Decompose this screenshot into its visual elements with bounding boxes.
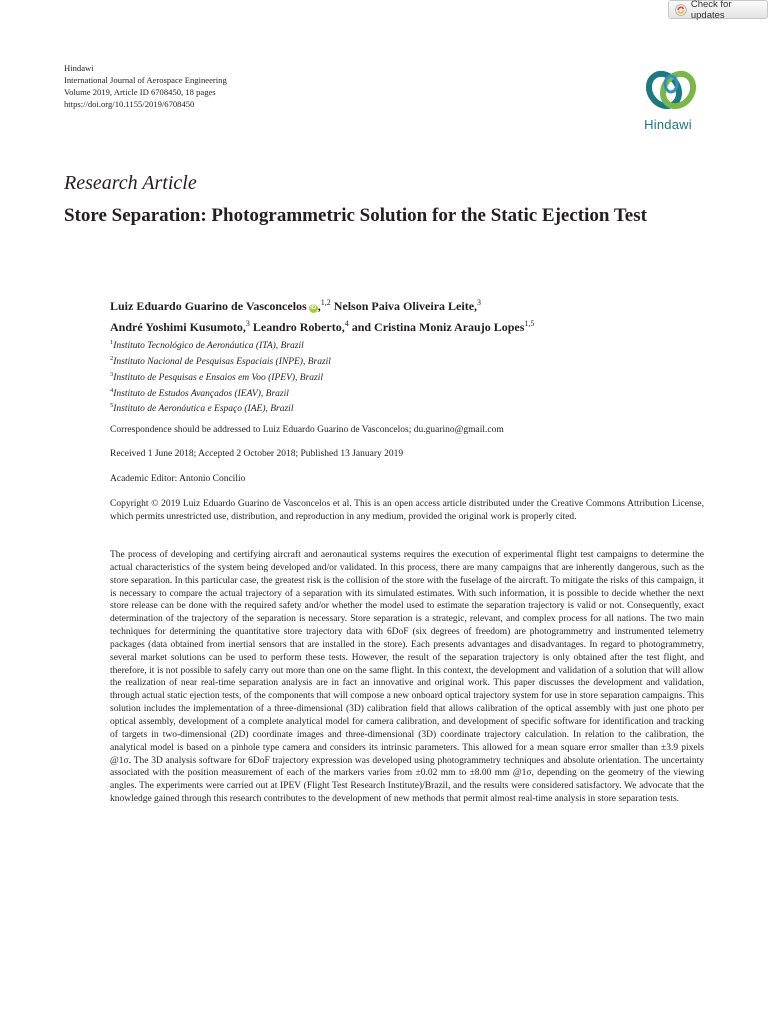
- abstract-text: The process of developing and certifying aircraft and aeronautical systems requires the execution of experimental flight test campaigns to determine the actual characteristics of the system being developed and/or validated. In this process, there are many campaigns that are inherently dangerous, such as the store separation. In this particular case, the greatest risk is the collision of the store with the fuselage of the aircraft. To mitigate the risks of this campaign, it is necessary to compare the actual trajectory of a separation with its simulated estimates. With such information, it is possible to decide whether the next store release can be done with the required safety and/or whether the model used to estimate the separation trajectory is valid or not. Consequently, exact determination of the trajectory of the separation is necessary. Store separation is a strategic, relevant, and complex process for all nations. The two main techniques for determining the quantitative store trajectory data with 6DoF (six degrees of freedom) are photogrammetry and instrumented telemetry packages (data obtained from inertial sensors that are installed in the store). Each presents advantages and disadvantages. In regard to photogrammetry, several market solutions can be used to perform these tests. However, the result of the separation trajectory is only obtained after the test flight, and therefore, it is not possible to safely carry out more than one on the same flight. In this context, the development and validation of a solution that will allow the realization of near real-time separation analysis are in fact an innovative and original work. This paper discusses the development and validation, through actual static ejection tests, of the components that will compose a new onboard optical trajectory system for use in store separation campaigns. This solution includes the implementation of a three-dimensional (3D) calibration field that allows calibration of the optical assembly with just one photo per optical assembly, development of a complete analytical model for camera calibration, and development of specific software for identification and tracking of targets in two-dimensional (2D) coordinate images and three-dimensional (3D) coordinate trajectory calculation. In relation to the calibration, the analytical model is based on a pinhole type camera and considers its intrinsic parameters. This allowed for a mean square error smaller than ±3.9 pixels @1σ. The 3D analysis software for 6DoF trajectory expression was developed using photogrammetry techniques and absolute orientation. The uncertainty associated with the position measurement of each of the markers varies from ±0.02 mm to ±8.00 mm @1σ, depending on the geometry of the viewing angles. The experiments were carried out at IPEV (Flight Test Research Institute)/Brazil, and the results were considered satisfactory. We advocate that the knowledge gained through this research contributes to the development of new methods that permit almost real-time analysis in store separation tests.: [110, 550, 704, 805]
- affiliation-item: [110, 400, 331, 416]
- author-affiliation-ref: 1,5: [524, 319, 535, 328]
- affiliation-text: Instituto de Pesquisas e Ensaios em Voo (IPEV), Brazil: [113, 372, 324, 383]
- update-badge-icon: [675, 4, 687, 16]
- affiliation-item: [110, 385, 331, 401]
- affiliation-text: Instituto de Estudos Avançados (IEAV), Brazil: [113, 388, 289, 399]
- author-name: Leandro Roberto,: [252, 320, 345, 334]
- author-list: Luiz Eduardo Guarino de Vasconcelos iD ,$^{1,2}$ Nelson Paiva Oliveira Leite,$^3$ André Yoshimi Kusumoto,$^3$ Leandro Roberto,$^4$ and Cristina Moniz Araujo Lopes$^{1,5}$: [110, 298, 535, 334]
- article-title: Store Separation: Photogrammetric Solution for the Static Ejection Test: [64, 205, 647, 226]
- affiliation-number: 2: [110, 354, 114, 362]
- author-name: and Cristina Moniz Araujo Lopes: [351, 320, 525, 334]
- author-affiliation-ref: 3: [245, 319, 250, 328]
- correspondence-note: Correspondence should be addressed to Luiz Eduardo Guarino de Vasconcelos; du.guarino@gmail.com: [110, 425, 504, 435]
- check-for-updates-label: Check for updates: [690, 0, 732, 21]
- hindawi-logo-text: Hindawi: [644, 117, 692, 132]
- affiliation-text: Instituto Nacional de Pesquisas Espaciais (INPE), Brazil: [113, 357, 331, 368]
- affiliation-item: [110, 337, 331, 353]
- affiliation-text: Instituto de Aeronáutica e Espaço (IAE), Brazil: [113, 404, 294, 415]
- article-type: Research Article: [64, 172, 197, 194]
- affiliation-item: [110, 353, 331, 369]
- affiliation-number: 1: [110, 339, 114, 346]
- author-affiliation-ref: 1,2: [320, 298, 331, 307]
- affiliation-number: 5: [110, 402, 114, 410]
- author-affiliation-ref: 3: [477, 298, 482, 307]
- affiliation-number: 4: [110, 386, 114, 394]
- affiliation-number: 3: [110, 370, 114, 378]
- author-name: Luiz Eduardo Guarino de Vasconcelos: [110, 299, 307, 313]
- check-for-updates-button[interactable]: [668, 0, 768, 19]
- author-name: Nelson Paiva Oliveira Leite,: [333, 299, 478, 313]
- affiliation-list: [110, 337, 331, 416]
- academic-editor: Academic Editor: Antonio Concilio: [110, 474, 246, 484]
- copyright-notice: Copyright © 2019 Luiz Eduardo Guarino de Vasconcelos et al. This is an open access article distributed under the Creative Commons Attribution License, which permits unrestricted use, distribution, and reproduction in any medium, provided the original work is properly cited.: [110, 499, 704, 522]
- doi-link[interactable]: https://doi.org/10.1155/2019/6708450: [64, 99, 195, 109]
- journal-volume: Volume 2019, Article ID 6708450, 18 pages: [64, 87, 216, 97]
- journal-metadata: [64, 62, 227, 110]
- publication-dates: Received 1 June 2018; Accepted 2 October 2018; Published 13 January 2019: [110, 449, 404, 459]
- author-name: André Yoshimi Kusumoto,: [110, 320, 246, 334]
- orcid-icon[interactable]: iD: [310, 305, 317, 311]
- affiliation-text: Instituto Tecnológico de Aeronáutica (ITA), Brazil: [113, 341, 304, 352]
- publisher-name: Hindawi: [64, 63, 94, 73]
- affiliation-item: [110, 369, 331, 385]
- author-affiliation-ref: 4: [344, 319, 349, 328]
- journal-name: International Journal of Aerospace Engineering: [64, 75, 227, 85]
